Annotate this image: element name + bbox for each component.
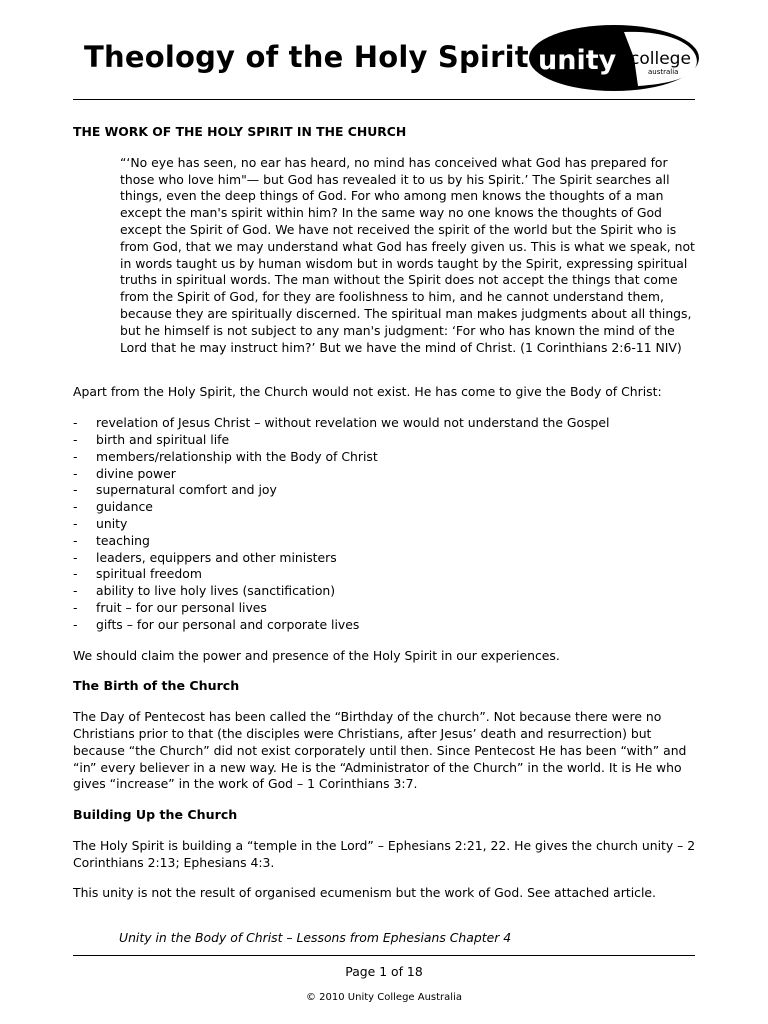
list-item: - revelation of Jesus Christ – without revelation we would not understand the Gospel	[73, 415, 610, 431]
bullet-dash: -	[73, 482, 78, 498]
bullet-dash: -	[73, 431, 78, 447]
bullet-dash: -	[73, 499, 78, 515]
logo-word-australia: australia	[648, 68, 679, 76]
logo-word-unity: unity	[538, 45, 617, 76]
unity-college-logo	[528, 24, 700, 92]
bullet-dash: -	[73, 583, 78, 599]
list-item: - supernatural comfort and joy	[73, 482, 277, 498]
bullet-dash: -	[73, 549, 78, 565]
bullet-dash: -	[73, 448, 78, 464]
logo-word-college: college	[630, 49, 691, 69]
bullet-dash: -	[73, 616, 78, 632]
page-number: Page 1 of 18	[345, 964, 423, 979]
birth-heading: The Birth of the Church	[73, 678, 240, 694]
bullet-dash: -	[73, 532, 78, 548]
list-item: - gifts – for our personal and corporate lives	[73, 616, 360, 632]
list-item: - fruit – for our personal lives	[73, 599, 267, 615]
header-divider	[73, 99, 695, 100]
copyright-notice: © 2010 Unity College Australia	[306, 992, 462, 1003]
footer-divider	[73, 955, 695, 956]
gifts-list	[73, 415, 698, 633]
list-item: - divine power	[73, 465, 176, 481]
list-item: - leaders, equippers and other ministers	[73, 549, 337, 565]
birth-paragraph: The Day of Pentecost has been called the “Birthday of the church”. Not because there were no Christians prior to that (the disciples were Christians, after Jesus’ death and resurrection) but because “the Church” did not exist corporately until then. Since Pentecost He has been “with” and “in” every believer in a new way. He is the “Administrator of the Church” in the world. It is He who gives “increase” in the work of God – 1 Corinthians 3:7.	[73, 709, 687, 792]
bullet-dash: -	[73, 566, 78, 582]
footer-article-title: Unity in the Body of Christ – Lessons from Ephesians Chapter 4	[119, 930, 512, 945]
intro-paragraph: Apart from the Holy Spirit, the Church would not exist. He has come to give the Body of Christ:	[73, 384, 662, 400]
unity-paragraph: This unity is not the result of organised ecumenism but the work of God. See attached article.	[73, 885, 656, 901]
document-title: Theology of the Holy Spirit	[84, 40, 529, 74]
document-body	[73, 124, 698, 902]
list-item: - unity	[73, 515, 128, 531]
list-item: - guidance	[73, 499, 153, 515]
bullet-dash: -	[73, 465, 78, 481]
scripture-quote: “‘No eye has seen, no ear has heard, no mind has conceived what God has prepared for those who love him"— but God has revealed it to us by his Spirit.’ The Spirit searches all things, even the deep things of God. For who among men knows the thoughts of a man except the man's spirit within him? In the same way no one knows the thoughts of God except the Spirit of God. We have not received the spirit of the world but the Spirit who is from God, that we may understand what God has freely given us. This is what we speak, not in words taught us by human wisdom but in words taught by the Spirit, expressing spiritual truths in spiritual words. The man without the Spirit does not accept the things that come from the Spirit of God, for they are foolishness to him, and he cannot understand them, because they are spiritually discerned. The spiritual man makes judgments about all things, but he himself is not subject to any man's judgment: ‘For who has known the mind of the Lord that he may instruct him?’ But we have the mind of Christ. (1 Corinthians 2:6-11 NIV)	[120, 154, 695, 355]
list-item: - spiritual freedom	[73, 566, 202, 582]
section-heading: THE WORK OF THE HOLY SPIRIT IN THE CHURCH	[73, 124, 407, 139]
building-paragraph: The Holy Spirit is building a “temple in the Lord” – Ephesians 2:21, 22. He gives the church unity – 2 Corinthians 2:13; Ephesians 4:3.	[73, 837, 696, 870]
list-item: - ability to live holy lives (sanctification)	[73, 583, 336, 599]
claim-paragraph: We should claim the power and presence of the Holy Spirit in our experiences.	[73, 647, 560, 663]
building-heading: Building Up the Church	[73, 807, 238, 823]
list-item: - birth and spiritual life	[73, 431, 230, 447]
list-item: - teaching	[73, 532, 150, 548]
bullet-dash: -	[73, 599, 78, 615]
list-item: - members/relationship with the Body of Christ	[73, 448, 378, 464]
bullet-dash: -	[73, 415, 78, 431]
bullet-dash: -	[73, 515, 78, 531]
